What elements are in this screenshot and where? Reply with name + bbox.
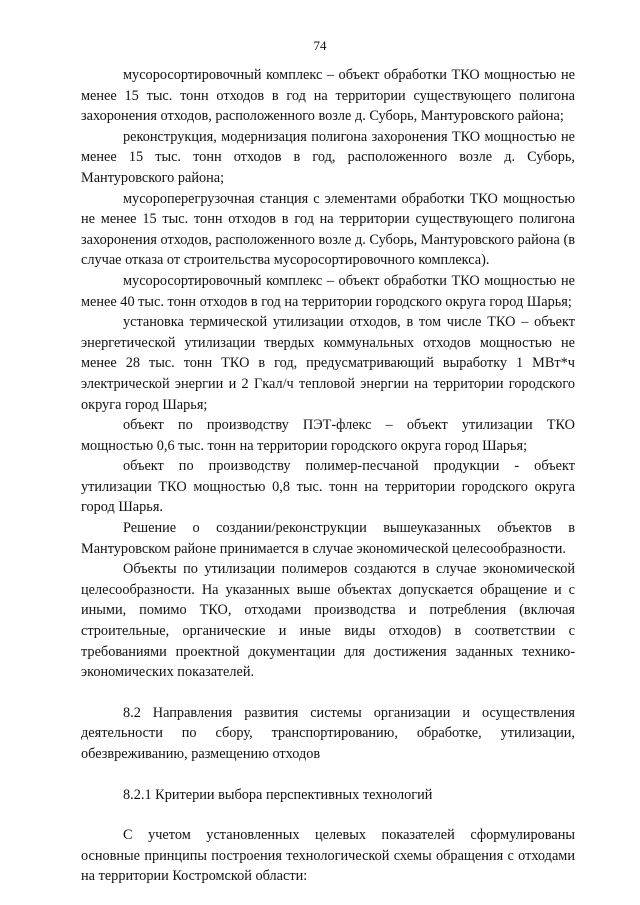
page-number: 74 (313, 38, 327, 53)
paragraph-polymer-sand: объект по производству полимер-песчаной продукции - объект утилизации ТКО мощностью 0,8 тыс. тонн на территории городского округа город Шарья. (81, 458, 575, 516)
paragraph-transfer-station: мусороперегрузочная станция с элементами обработки ТКО мощностью не менее 15 тыс. тонн отходов в год на территории существующего полигона захоронения отходов, расположенного возле д. Суборь, Мантуровского района (в случае отказа от строительства мусоросортировочного комплекса). (81, 190, 575, 269)
paragraph-pet-flex: объект по производству ПЭТ-флекс – объект утилизации ТКО мощностью 0,6 тыс. тонн на территории городского округа город Шарья; (81, 417, 575, 454)
closing-paragraph: С учетом установленных целевых показателей сформулированы основные принципы построения технологической схемы обращения с отходами на территории Костромской области: (81, 827, 575, 885)
paragraph-polymer-objects: Объекты по утилизации полимеров создаются в случае экономической целесообразности. На указанных выше объектах допускается обращение и с иными, помимо ТКО, отходами производства и потребления (включая строительные, органические и иные виды отходов) в соответствии с требованиями проектной документации для достижения заданных технико-экономических показателей. (81, 561, 575, 681)
paragraph-landfill-reconstruction: реконструкция, модернизация полигона захоронения ТКО мощностью не менее 15 тыс. тонн отходов в год, расположенного возле д. Суборь, Мантуровского района; (81, 128, 575, 186)
paragraph-thermal-utilization: установка термической утилизации отходов, в том числе ТКО – объект энергетической утилизации твердых коммунальных отходов мощностью не менее 28 тыс. тонн ТКО в год, предусматривающий выработку 1 МВт*ч электрической энергии и 2 Гкал/ч тепловой энергии на территории городского округа город Шарья; (81, 314, 575, 413)
subsection-heading: 8.2.1 Критерии выбора перспективных технологий (123, 786, 433, 803)
paragraph-sorting-complex-manturovo: мусоросортировочный комплекс – объект обработки ТКО мощностью не менее 15 тыс. тонн отходов в год на территории существующего полигона захоронения отходов, расположенного возле д. Суборь, Мантуровского района; (81, 67, 575, 125)
paragraph-reconstruction-decision: Решение о создании/реконструкции вышеуказанных объектов в Мантуровском районе принимается в случае экономической целесообразности. (81, 520, 575, 557)
paragraph-sorting-complex-sharya: мусоросортировочный комплекс – объект обработки ТКО мощностью не менее 40 тыс. тонн отходов в год на территории городского округа город Шарья; (81, 272, 575, 310)
section-heading: 8.2 Направления развития системы организации и осуществления деятельности по сбору, транспортированию, обработке, утилизации, обезвреживанию, размещению отходов (81, 704, 575, 762)
document-body (81, 65, 575, 887)
